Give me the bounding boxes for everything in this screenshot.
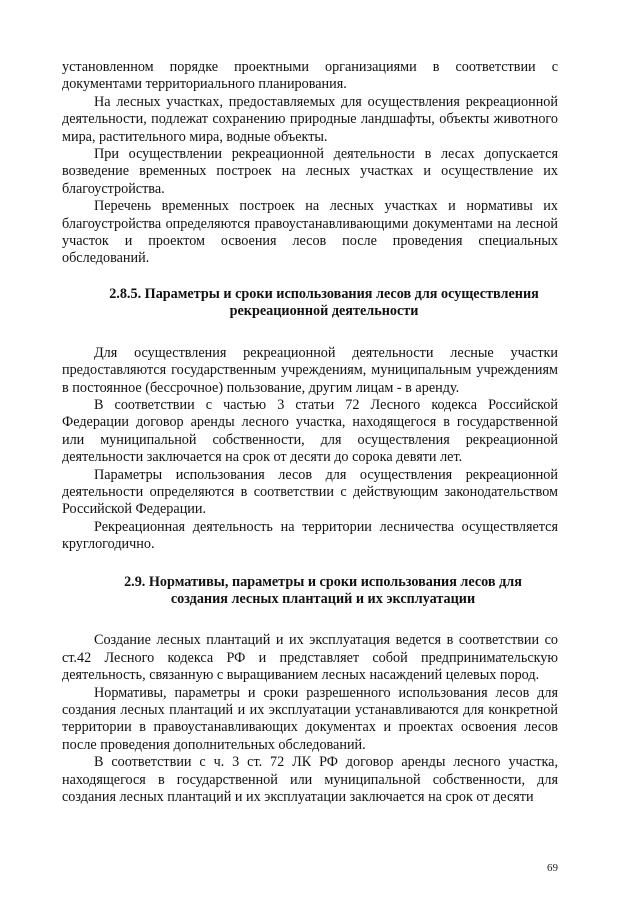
paragraph: Для осуществления рекреационной деятельности лесные участки предоставляются государственным учреждениям, муниципальным учреждениям в постоянное (бессрочное) пользование, другим лицам - в аренду.	[62, 344, 558, 396]
paragraph: Рекреационная деятельность на территории лесничества осуществляется круглогодично.	[62, 518, 558, 553]
paragraph: установленном порядке проектными организациями в соответствии с документами территориального планирования.	[62, 59, 558, 93]
intro-section	[62, 59, 558, 268]
paragraph: В соответствии с частью 3 статьи 72 Лесного кодекса Российской Федерации договор аренды лесного участка, находящегося в государственной или муниципальной собственности, для осуществления рекреационной деятельности заключается на срок от десяти до сорока девяти лет.	[62, 396, 558, 466]
heading-line: 2.8.5. Параметры и сроки использования лесов для осуществления	[109, 285, 539, 302]
paragraph: Параметры использования лесов для осуществления рекреационной деятельности определяются в соответствии с действующим законодательством Российской Федерации.	[62, 466, 558, 518]
section-heading	[62, 286, 558, 321]
heading-line: рекреационной деятельности	[229, 303, 419, 320]
section-2-9	[62, 574, 558, 807]
paragraph: Создание лесных плантаций и их эксплуатация ведется в соответствии со ст.42 Лесного кодекса РФ и представляет собой предпринимательскую деятельность, связанную с выращиванием лесных насаждений целевых пород.	[62, 632, 558, 684]
section-heading	[62, 574, 558, 609]
paragraph: Нормативы, параметры и сроки разрешенного использования лесов для создания лесных плантаций и их эксплуатации устанавливаются для конкретной территории в правоустанавливающих документах и проектах освоения лесов после проведения дополнительных обследований.	[62, 684, 558, 753]
heading-line: создания лесных плантаций и их эксплуатации	[170, 590, 476, 607]
heading-line: 2.9. Нормативы, параметры и сроки использования лесов для	[124, 573, 522, 590]
paragraph: На лесных участках, предоставляемых для осуществления рекреационной деятельности, подлежат сохранению природные ландшафты, объекты животного мира, растительного мира, водные объекты.	[62, 93, 558, 145]
section-2-8-5	[62, 286, 558, 554]
paragraph: Перечень временных построек на лесных участках и нормативы их благоустройства определяются правоустанавливающими документами на лесной участок и проектом освоения лесов после проведения специальных обследований.	[62, 198, 558, 267]
page-number: 69	[547, 862, 558, 874]
paragraph: При осуществлении рекреационной деятельности в лесах допускается возведение временных построек на лесных участках и осуществление их благоустройства.	[62, 146, 558, 197]
paragraph: В соответствии с ч. 3 ст. 72 ЛК РФ договор аренды лесного участка, находящегося в государственной или муниципальной собственности, для создания лесных плантаций и их эксплуатации заключается на срок от десяти	[62, 754, 558, 806]
